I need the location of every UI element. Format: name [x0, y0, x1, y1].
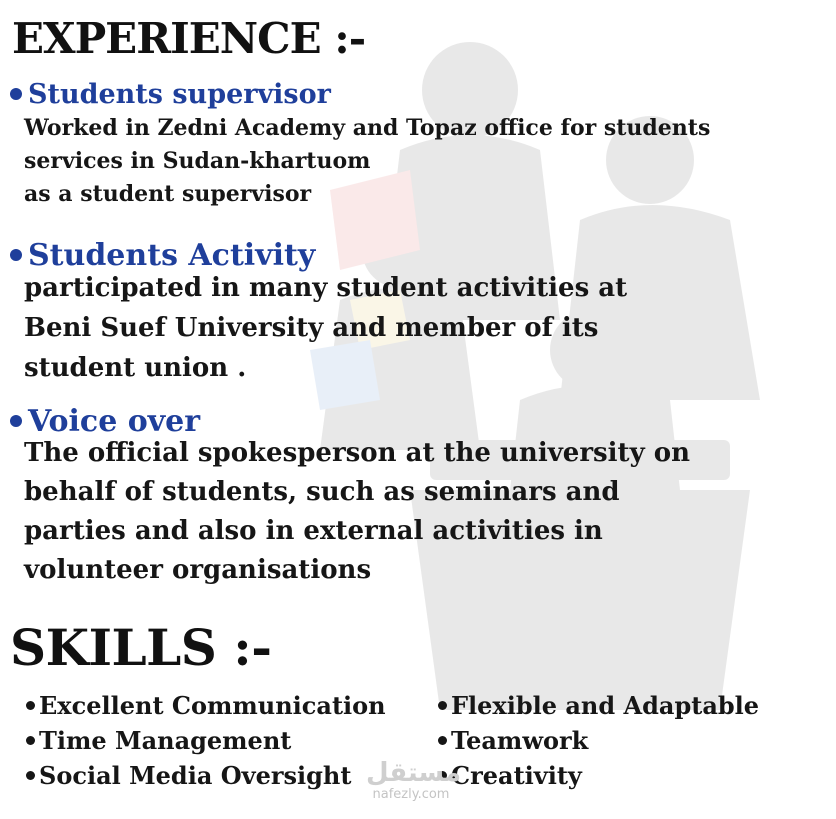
skill-label: Social Media Oversight: [39, 761, 352, 790]
bullet-icon: [10, 249, 22, 261]
skill-item: [26, 688, 386, 723]
skill-item: [438, 688, 759, 723]
bullet-icon: [26, 701, 35, 710]
bullet-icon: [10, 88, 22, 100]
bullet-icon: [26, 736, 35, 745]
skills-heading: SKILLS :-: [10, 618, 272, 677]
experience-entry-voice-over: [10, 402, 690, 590]
entry-title: Voice over: [28, 403, 201, 439]
entry-description-line: Beni Suef University and member of its: [24, 313, 599, 343]
entry-description-line: services in Sudan-khartuom: [24, 148, 371, 174]
watermark-url: nafezly.com: [372, 787, 450, 802]
entry-description-line: behalf of students, such as seminars and: [24, 477, 620, 507]
skill-label: Excellent Communication: [39, 691, 386, 720]
entry-description-line: student union .: [24, 353, 247, 383]
skill-label: Flexible and Adaptable: [451, 691, 760, 720]
entry-description-line: participated in many student activities at: [24, 273, 628, 303]
skills-list-right: [438, 688, 759, 793]
entry-title: Students Activity: [28, 237, 316, 273]
bullet-icon: [438, 701, 447, 710]
entry-title: Students supervisor: [28, 78, 331, 110]
skill-item: [438, 758, 759, 793]
entry-description: [24, 268, 627, 388]
entry-description-line: Worked in Zedni Academy and Topaz office for students: [24, 115, 711, 141]
entry-description-line: as a student supervisor: [24, 181, 312, 207]
skill-item: [26, 723, 386, 758]
watermark-logo-text: مستقل: [366, 758, 462, 788]
bullet-icon: [26, 771, 35, 780]
experience-entry-students-supervisor: [10, 76, 710, 211]
skill-label: Creativity: [451, 761, 582, 790]
skill-item: [26, 758, 386, 793]
bullet-icon: [438, 736, 447, 745]
entry-description: [24, 112, 710, 211]
experience-entry-students-activity: [10, 236, 627, 388]
bullet-icon: [10, 415, 22, 427]
experience-heading: EXPERIENCE :-: [12, 14, 366, 63]
skill-label: Time Management: [39, 726, 292, 755]
skill-item: [438, 723, 759, 758]
skills-list-left: [26, 688, 386, 793]
entry-description-line: The official spokesperson at the university on: [24, 438, 690, 468]
skill-label: Teamwork: [451, 726, 589, 755]
entry-title-row: [10, 76, 710, 112]
entry-description-line: parties and also in external activities in: [24, 516, 603, 546]
entry-description-line: volunteer organisations: [24, 555, 372, 585]
watermark-logo: [366, 758, 462, 802]
entry-description: [24, 434, 690, 590]
